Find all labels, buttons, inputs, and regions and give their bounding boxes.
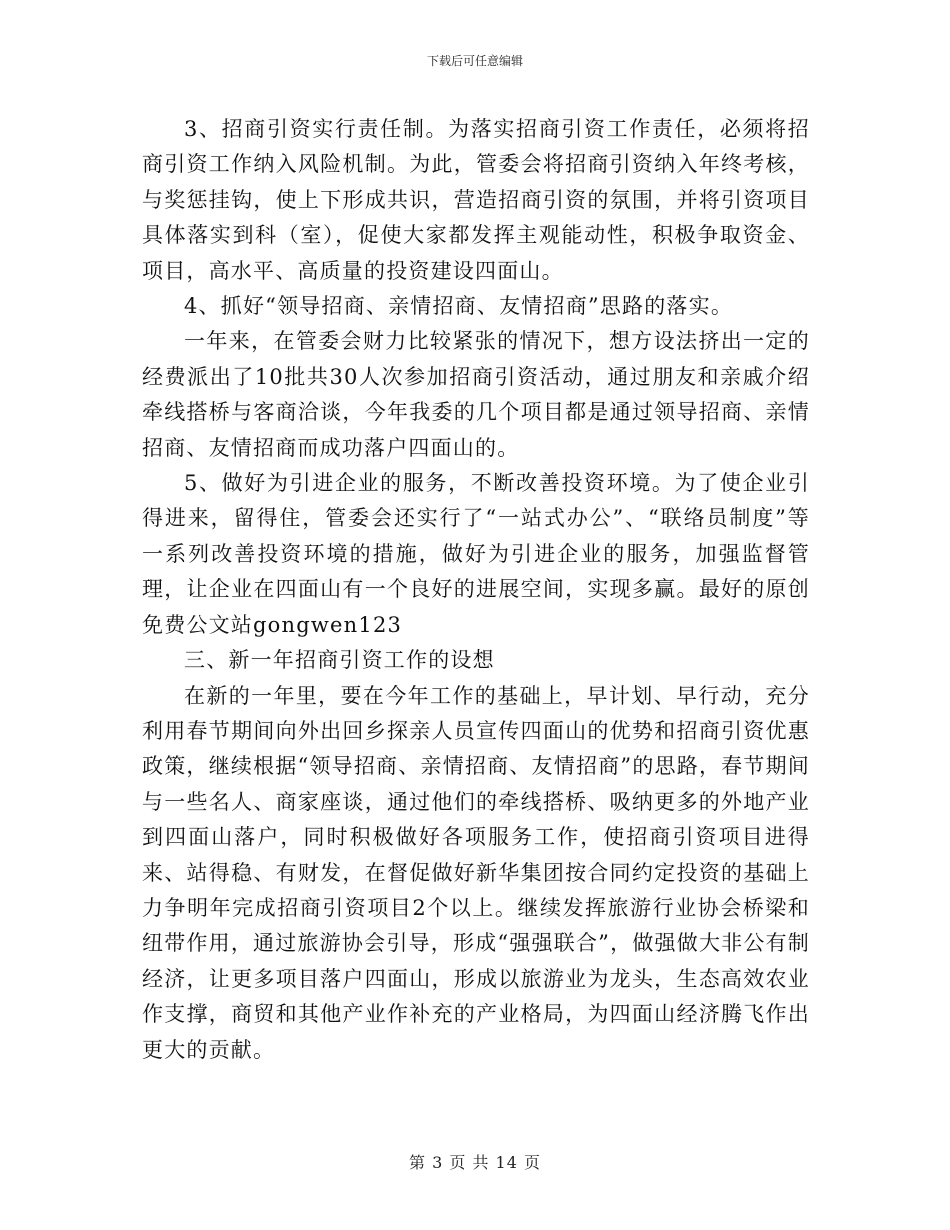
document-body: [142, 112, 810, 1068]
page-label-prefix: 第: [408, 1153, 426, 1172]
paragraph-item4-detail: 一年来，在管委会财力比较紧张的情况下，想方设法挤出一定的经费派出了10批共30人次参加招商引资活动，通过朋友和亲戚介绍牵线搭桥与客商洽谈，今年我委的几个项目都是通过领导招商、亲情招商、友情招商而成功落户四面山的。: [142, 329, 810, 460]
paragraph-new-year-plan: 在新的一年里，要在今年工作的基础上，早计划、早行动，充分利用春节期间向外出回乡探亲人员宣传四面山的优势和招商引资优惠政策，继续根据“领导招商、亲情招商、友情招商”的思路，春节期间与一些名人、商家座谈，通过他们的牵线搭桥、吸纳更多的外地产业到四面山落户，同时积极做好各项服务工作，使招商引资项目进得来、站得稳、有财发，在督促做好新华集团按合同约定投资的基础上力争明年完成招商引资项目2个以上。继续发挥旅游行业协会桥梁和纽带作用，通过旅游协会引导，形成“强强联合”，做强做大非公有制经济，让更多项目落户四面山，形成以旅游业为龙头，生态高效农业作支撑，商贸和其他产业作补充的产业格局，为四面山经济腾飞作出更大的贡献。: [142, 683, 810, 1062]
header-note: 下载后可任意编辑: [426, 54, 523, 68]
paragraph-item5-service: 5、做好为引进企业的服务，不断改善投资环境。为了使企业引得进来，留得住，管委会还实行了“一站式办公”、“联络员制度”等一系列改善投资环境的措施，做好为引进企业的服务，加强监督管理，让企业在四面山有一个良好的进展空间，实现多赢。最好的原创免费公文站gongwen123: [142, 471, 810, 637]
page-number-footer: [0, 1153, 950, 1173]
page-label-middle: 页 共: [449, 1153, 490, 1172]
paragraph-item3-responsibility: 3、招商引资实行责任制。为落实招商引资工作责任，必须将招商引资工作纳入风险机制。为此，管委会将招商引资纳入年终考核，与奖惩挂钩，使上下形成共识，营造招商引资的氛围，并将引资项目具体落实到科（室），促使大家都发挥主观能动性，积极争取资金、项目，高水平、高质量的投资建设四面山。: [142, 117, 810, 283]
page-label-suffix: 页: [524, 1153, 542, 1172]
current-page-number: 3: [432, 1153, 444, 1172]
section-heading-new-year: 三、新一年招商引资工作的设想: [184, 648, 495, 673]
paragraph-item4-heading: 4、抓好“领导招商、亲情招商、友情招商”思路的落实。: [184, 294, 734, 319]
total-pages-number: 14: [495, 1153, 518, 1172]
